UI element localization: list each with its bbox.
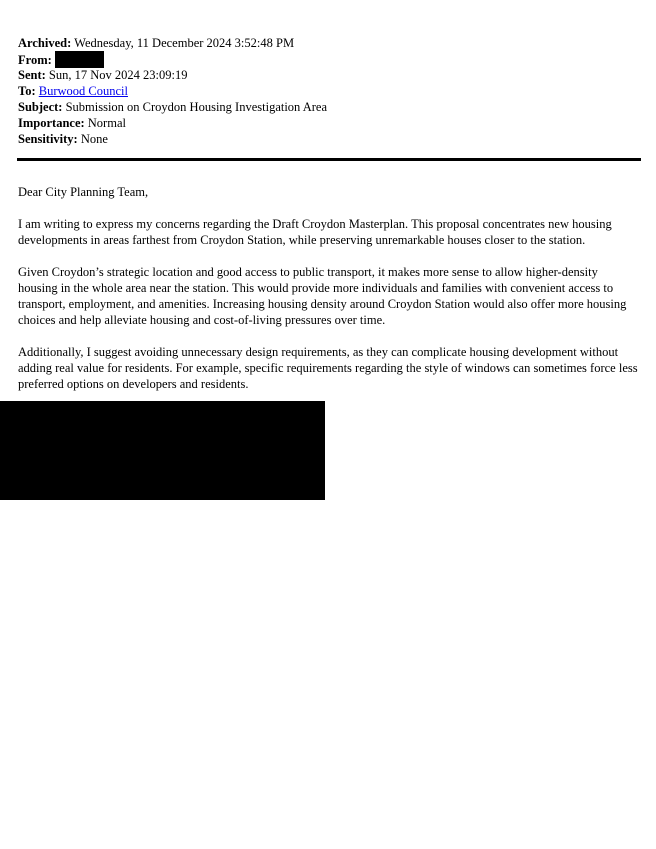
to-row — [18, 83, 638, 99]
sent-row — [18, 67, 638, 83]
sender-redaction — [55, 51, 104, 68]
body-paragraph: Additionally, I suggest avoiding unnecessary design requirements, as they can complicate housing development without adding real value for residents. For example, specific requirements regarding the style of windows can sometimes force less preferred options on developers and residents. — [18, 345, 638, 391]
subject-label: Subject: — [18, 100, 63, 114]
archived-row — [18, 35, 638, 51]
recipient-link[interactable]: Burwood Council — [38, 84, 128, 98]
header-divider — [17, 158, 641, 161]
to-label: To: — [18, 84, 36, 98]
archived-label: Archived: — [18, 36, 72, 50]
body-paragraph: I am writing to express my concerns regarding the Draft Croydon Masterplan. This proposal concentrates new housing developments in areas farthest from Croydon Station, while preserving unremarkable houses closer to the station. — [18, 217, 612, 247]
greeting: Dear City Planning Team, — [18, 185, 149, 199]
importance-label: Importance: — [18, 116, 85, 130]
subject-row — [18, 99, 638, 115]
from-row — [18, 51, 638, 67]
importance-row — [18, 115, 638, 131]
sensitivity-row — [18, 131, 638, 147]
importance-value: Normal — [87, 116, 126, 130]
email-body — [18, 184, 640, 408]
subject-value: Submission on Croydon Housing Investigation Area — [65, 100, 328, 114]
sensitivity-value: None — [80, 132, 108, 146]
email-header — [18, 35, 638, 147]
sent-label: Sent: — [18, 68, 46, 82]
body-paragraph: Given Croydon’s strategic location and good access to public transport, it makes more sense to allow higher-density housing in the whole area near the station. This would provide more individuals and families with convenient access to transport, employment, and amenities. Increasing housing density around Croydon Station would also offer more housing choices and help alleviate housing and cost-of-living pressures over time. — [18, 265, 627, 327]
from-label: From: — [18, 53, 52, 67]
sent-value: Sun, 17 Nov 2024 23:09:19 — [48, 68, 188, 82]
sensitivity-label: Sensitivity: — [18, 132, 78, 146]
archived-value: Wednesday, 11 December 2024 3:52:48 PM — [74, 36, 295, 50]
signature-redaction — [0, 401, 325, 500]
